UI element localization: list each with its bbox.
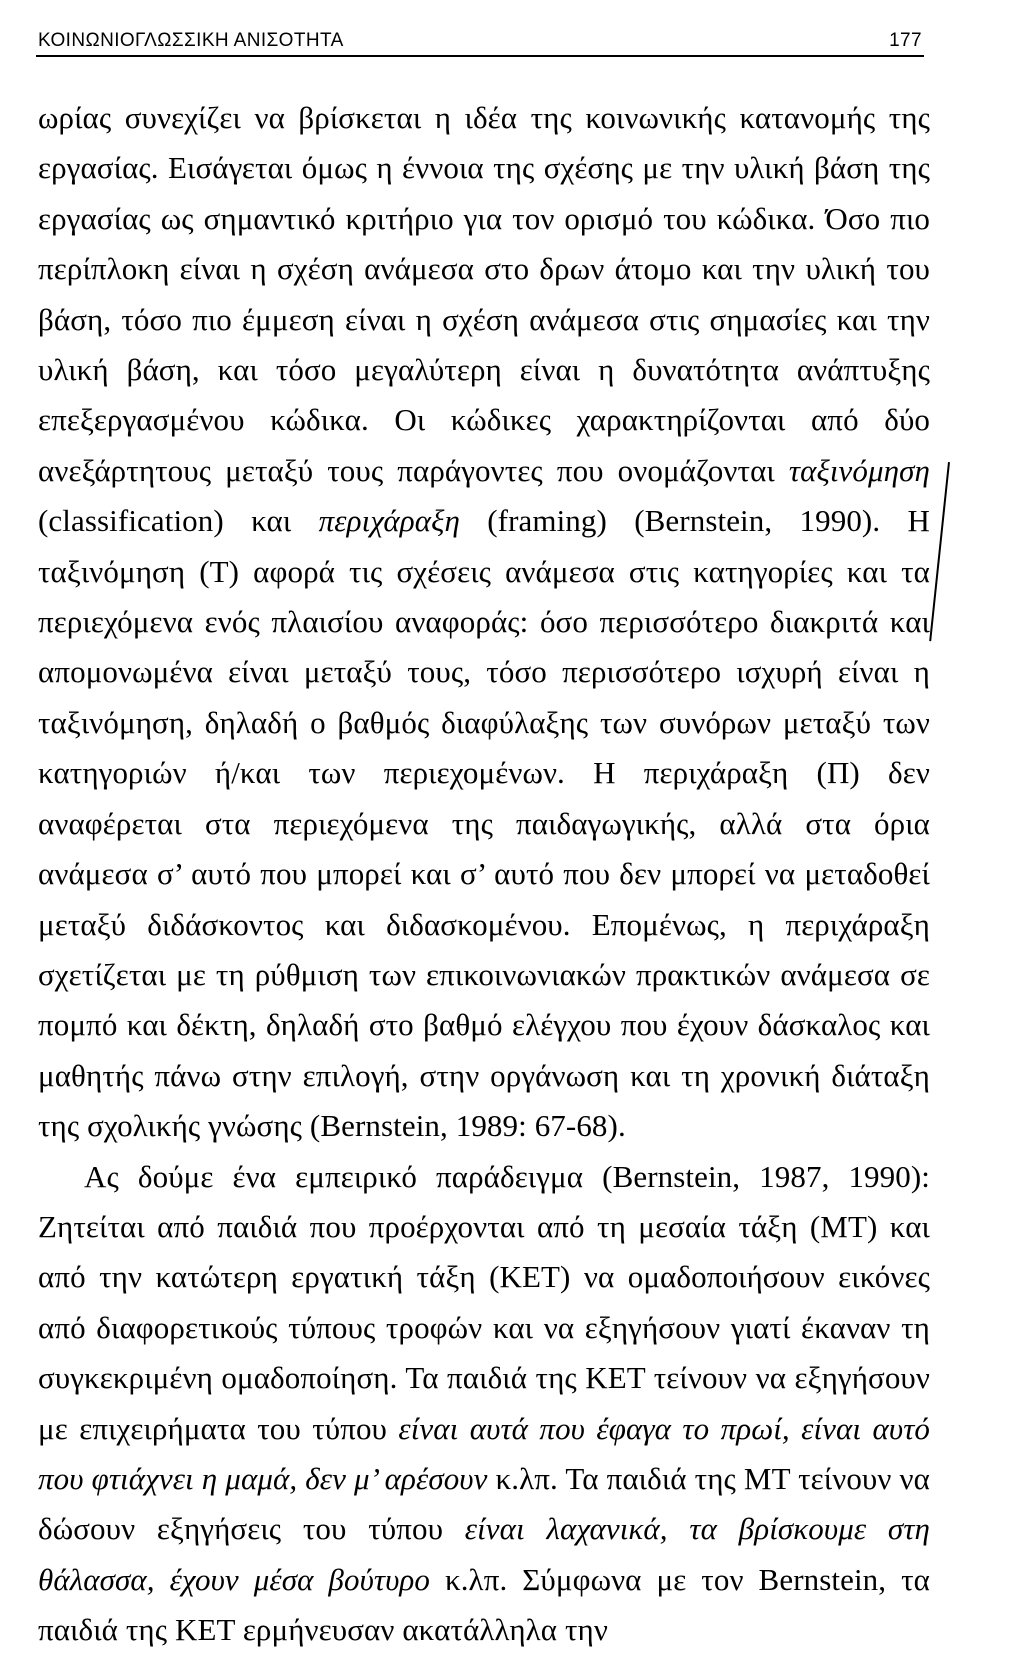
paragraph-1-text-c: (framing) (Bernstein, 1990). Η ταξινόμηση (Τ) αφορά τις σχέσεις ανάμεσα στις κατηγορίες και τα περιεχόμενα ενός πλαισίου αναφοράς: όσο περισσότερο διακριτά και απομονωμένα είναι μεταξύ τους, τόσο περισσότερο ισχυρή είναι η ταξινόμηση, δηλαδή ο βαθμός διαφύλαξης των συνόρων μεταξύ των κατηγοριών ή/και των περιεχομένων. Η περιχάραξη (Π) δεν αναφέρεται στα περιεχόμενα της παιδαγωγικής, αλλά στα όρια ανάμεσα σ’ αυτό που μπορεί και σ’ αυτό που δεν μπορεί να μεταδοθεί μεταξύ διδάσκοντος και διδασκομένου. Επομένως, η περιχάραξη σχετίζεται με τη ρύθμιση των επικοινωνιακών πρακτικών ανάμεσα σε πομπό και δέκτη, δηλαδή στο βαθμό ελέγχου που έχουν δάσκαλος και μαθητής πάνω στην επιλογή, στην οργάνωση και τη χρονική διάταξη της σχολικής γνώσης (Bernstein, 1989: 67-68). [38,503,930,1144]
paragraph-2 [38,1152,930,1656]
running-title: ΚΟΙΝΩΝΙΟΓΛΩΣΣΙΚΗ ΑΝΙΣΟΤΗΤΑ [38,30,344,51]
page-number: 177 [889,30,922,51]
document-page [38,30,930,1656]
running-head [36,30,924,57]
paragraph-2-text-a: Ας δούμε ένα εμπειρικό παράδειγμα (Bernstein, 1987, 1990): Ζητείται από παιδιά που προέρχονται από τη μεσαία τάξη (ΜΤ) και από την κατώτερη εργατική τάξη (ΚΕΤ) να ομαδοποιήσουν εικόνες από διαφορετικούς τύπους τροφών και να εξηγήσουν γιατί έκαναν τη συγκεκριμένη ομαδοποίηση. Τα παιδιά της ΚΕΤ τείνουν να εξηγήσουν με επιχειρήματα του τύπου [38,1158,930,1446]
paragraph-1-text-a: ωρίας συνεχίζει να βρίσκεται η ιδέα της κοινωνικής κατανομής της εργασίας. Εισάγεται όμως η έννοια της σχέσης με την υλική βάση της εργασίας ως σημαντικό κριτήριο για τον ορισμό του κώδικα. Όσο πιο περίπλοκη είναι η σχέση ανάμεσα στο δρων άτομο και την υλική του βάση, τόσο πιο έμμεση είναι η σχέση ανάμεσα στις σημασίες και την υλική βάση, και τόσο μεγαλύτερη είναι η δυνατότητα ανάπτυξης επεξεργασμένου κώδικα. Οι κώδικες χαρακτηρίζονται από δύο ανεξάρτητους μεταξύ τους παράγοντες που ονομάζονται [38,100,930,488]
margin-pen-mark [929,462,950,641]
quote-ket-children: είναι αυτά που έφαγα το πρωί, είναι αυτό που φτιάχνει η μαμά, δεν μ’ αρέσουν [38,1410,931,1496]
term-classification: ταξινόμηση [788,452,930,488]
paragraph-2-text-b: κ.λπ. Τα παιδιά της ΜΤ τείνουν να δώσουν εξηγήσεις του τύπου [38,1460,930,1547]
body-text [38,93,930,1656]
quote-mt-children: είναι λαχανικά, τα βρίσκουμε στη θάλασσα, έχουν μέσα βούτυρο [38,1511,930,1597]
paragraph-1-text-b: (classification) και [38,503,319,539]
term-framing: περιχάραξη [318,503,460,539]
paragraph-2-text-c: κ.λπ. Σύμφωνα με τον Bernstein, τα παιδιά της ΚΕΤ ερμήνευσαν ακατάλληλα την [38,1561,930,1648]
paragraph-1 [38,93,930,1152]
